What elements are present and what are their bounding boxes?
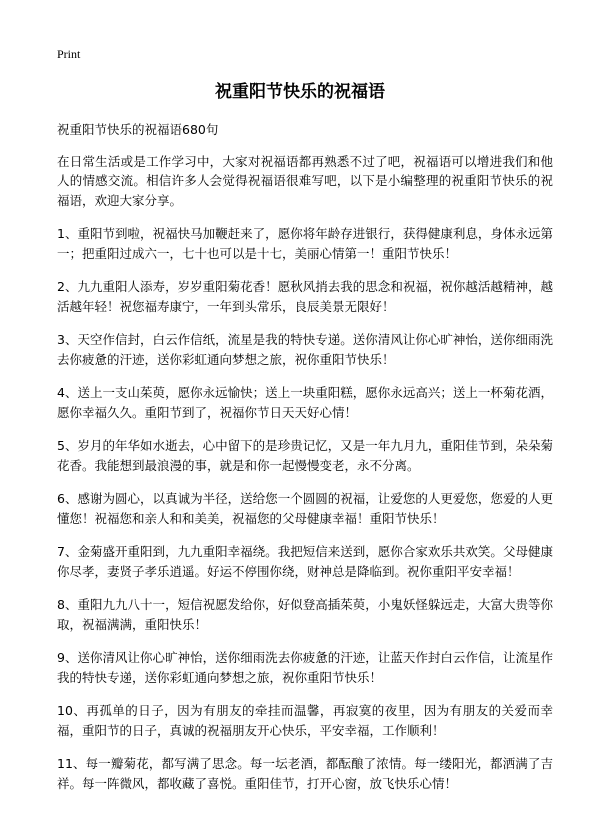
list-item: 8、重阳九九八十一，短信祝愿发给你，好似登高插茱萸，小鬼妖怪躲远走，大富大贵等你取，祝福满满，重阳快乐！ — [57, 597, 553, 632]
list-item: 7、金菊盛开重阳到，九九重阳幸福绕。我把短信来送到，愿你合家欢乐共欢笑。父母健康你尽孝，妻贤子孝乐逍遥。好运不停围你绕，财神总是降临到。祝你重阳平安幸福！ — [57, 544, 553, 579]
list-item: 1、重阳节到啦，祝福快马加鞭赶来了，愿你将年龄存进银行，获得健康利息，身体永远第一；把重阳过成六一，七十也可以是十七，美丽心情第一！重阳节快乐！ — [57, 226, 553, 261]
page-title: 祝重阳节快乐的祝福语 — [215, 82, 385, 102]
list-item: 2、九九重阳人添寿，岁岁重阳菊花香！愿秋风捎去我的思念和祝福，祝你越活越精神，越活越年轻！祝您福寿康宁，一年到头常乐，良辰美景无限好！ — [57, 279, 553, 314]
list-item: 4、送上一支山茱萸，愿你永远愉快；送上一块重阳糕，愿你永远高兴；送上一杯菊花酒，愿你幸福久久。重阳节到了，祝福你节日天天好心情！ — [57, 385, 553, 420]
list-item: 3、天空作信封，白云作信纸，流星是我的特快专递。送你清风让你心旷神怡，送你细雨洗去你疲惫的汗迹，送你彩虹通向梦想之旅，祝你重阳节快乐！ — [57, 332, 553, 367]
intro-paragraph: 在日常生活或是工作学习中，大家对祝福语都再熟悉不过了吧，祝福语可以增进我们和他人的情感交流。相信许多人会觉得祝福语很难写吧，以下是小编整理的祝重阳节快乐的祝福语，欢迎大家分享。 — [57, 153, 553, 208]
list-item: 5、岁月的年华如水逝去，心中留下的是珍贵记忆，又是一年九月九，重阳佳节到，朵朵菊花香。我能想到最浪漫的事，就是和你一起慢慢变老，永不分离。 — [57, 438, 553, 473]
print-link[interactable]: Print — [57, 47, 81, 61]
article-body — [57, 120, 553, 807]
list-item: 10、再孤单的日子，因为有朋友的牵挂而温馨，再寂寞的夜里，因为有朋友的关爱而幸福，重阳节的日子，真诚的祝福朋友开心快乐，平安幸福，工作顺利！ — [57, 703, 553, 738]
list-item: 6、感谢为圆心，以真诚为半径，送给您一个圆圆的祝福，让爱您的人更爱您，您爱的人更懂您！祝福您和亲人和和美美，祝福您的父母健康幸福！重阳节快乐！ — [57, 491, 553, 526]
article-subtitle: 祝重阳节快乐的祝福语680句 — [57, 122, 219, 137]
list-item: 11、每一瓣菊花，都写满了思念。每一坛老酒，都酝酿了浓情。每一缕阳光，都洒满了吉祥。每一阵微风，都收藏了喜悦。重阳佳节，打开心窗，放飞快乐心情！ — [57, 756, 553, 791]
list-item: 9、送你清风让你心旷神怡，送你细雨洗去你疲惫的汗迹，让蓝天作封白云作信，让流星作我的特快专递，送你彩虹通向梦想之旅，祝你重阳节快乐！ — [57, 650, 553, 685]
